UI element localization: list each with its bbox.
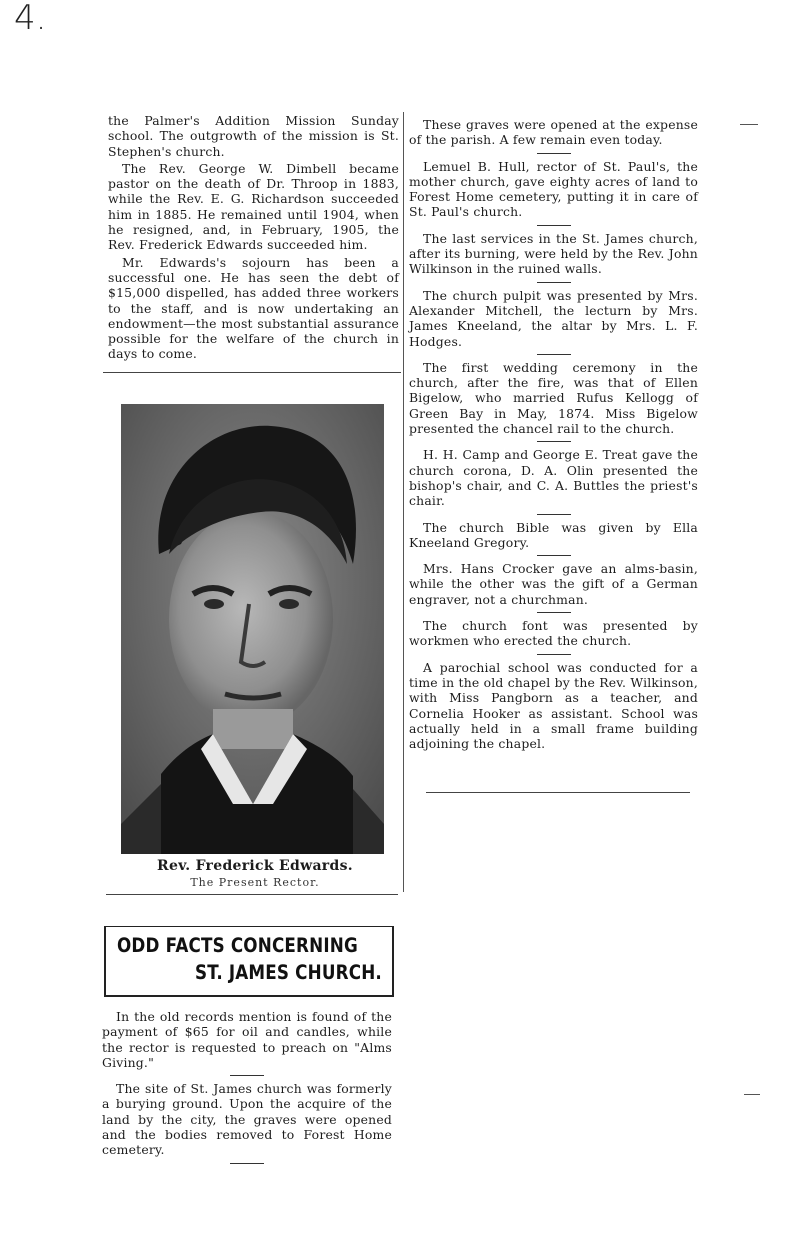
paragraph-palmers-mission: the Palmer's Addition Mission Sunday school. The outgrowth of the mission is St. Stephen's church.: [108, 113, 399, 159]
fact-parochial-school: A parochial school was conducted for a time in the old chapel by the Rev. Wilkinson, with Miss Pangborn as a teacher, and Cornelia Hooker as assistant. School was actually held in a small frame building adjoining the chapel.: [409, 659, 698, 752]
odd-facts-left: [102, 1009, 392, 1169]
fact-font: The church font was presented by workmen who erected the church.: [409, 618, 698, 649]
fact-separator: [230, 1075, 264, 1076]
fact-records: In the old records mention is found of the payment of $65 for oil and candles, while the rector is requested to preach on "Alms Giving.": [102, 1009, 392, 1070]
fact-separator: [230, 1163, 264, 1164]
fact-separator: [537, 153, 571, 154]
paragraph-pastors: The Rev. George W. Dimbell became pastor on the death of Dr. Throop in 1883, while the Rev. E. G. Richardson succeeded him in 1885. He remained until 1904, when he resigned, and, in February, 1905, the Rev. Frederick Edwards succeeded him.: [108, 160, 399, 253]
page-number: 4.: [14, 0, 47, 38]
fact-corona: H. H. Camp and George E. Treat gave the church corona, D. A. Olin presented the bishop's chair, and C. A. Buttles the priest's chair.: [409, 447, 698, 509]
fact-separator: [537, 354, 571, 355]
paragraph-edwards-sojourn: Mr. Edwards's sojourn has been a successful one. He has seen the debt of $15,000 dispelled, has added three workers to the staff, and is now undertaking an endowment—the most substantial assurance possible for the welfare of the church in days to come.: [108, 254, 399, 362]
fact-separator: [537, 514, 571, 515]
headline-line-1: ODD FACTS CONCERNING: [117, 934, 358, 957]
fact-bible: The church Bible was given by Ella Kneeland Gregory.: [409, 519, 698, 550]
margin-mark-bottom-right: [744, 1094, 760, 1095]
fact-separator: [537, 282, 571, 283]
fact-burying-ground: The site of St. James church was formerly a burying ground. Upon the acquire of the land by the city, the graves were opened and the bodies removed to Forest Home cemetery.: [102, 1081, 392, 1158]
fact-graves-opened: These graves were opened at the expense of the parish. A few remain even today.: [409, 117, 698, 148]
column-divider: [403, 112, 404, 892]
fact-separator: [537, 654, 571, 655]
fact-separator: [537, 441, 571, 442]
photo-caption-name: Rev. Frederick Edwards.: [157, 858, 353, 874]
fact-separator: [537, 225, 571, 226]
fact-last-services: The last services in the St. James church, after its burning, were held by the Rev. John Wilkinson in the ruined walls.: [409, 230, 698, 277]
photo-bottom-rule: [106, 894, 398, 895]
photo-caption-role: The Present Rector.: [190, 876, 320, 889]
headline-line-2: ST. JAMES CHURCH.: [195, 961, 382, 984]
section-divider-left: [103, 372, 401, 373]
margin-mark-top-right: [740, 124, 758, 125]
rector-photo: [121, 404, 384, 854]
fact-separator: [537, 612, 571, 613]
fact-separator: [537, 555, 571, 556]
odd-facts-right: [409, 117, 698, 756]
fact-alms-basin: Mrs. Hans Crocker gave an alms-basin, while the other was the gift of a German engraver, not a churchman.: [409, 561, 698, 607]
fact-pulpit: The church pulpit was presented by Mrs. Alexander Mitchell, the lecturn by Mrs. James Kneeland, the altar by Mrs. L. F. Hodges.: [409, 287, 698, 349]
right-column-end-rule: [426, 792, 690, 793]
fact-first-wedding: The first wedding ceremony in the church, after the fire, was that of Ellen Bigelow, who married Rufus Kellogg of Green Bay in May, 1874. Miss Bigelow presented the chancel rail to the church.: [409, 359, 698, 437]
left-column-article: [108, 113, 399, 362]
fact-lemuel-hull: Lemuel B. Hull, rector of St. Paul's, the mother church, gave eighty acres of land to Forest Home cemetery, putting it in care of St. Paul's church.: [409, 158, 698, 220]
